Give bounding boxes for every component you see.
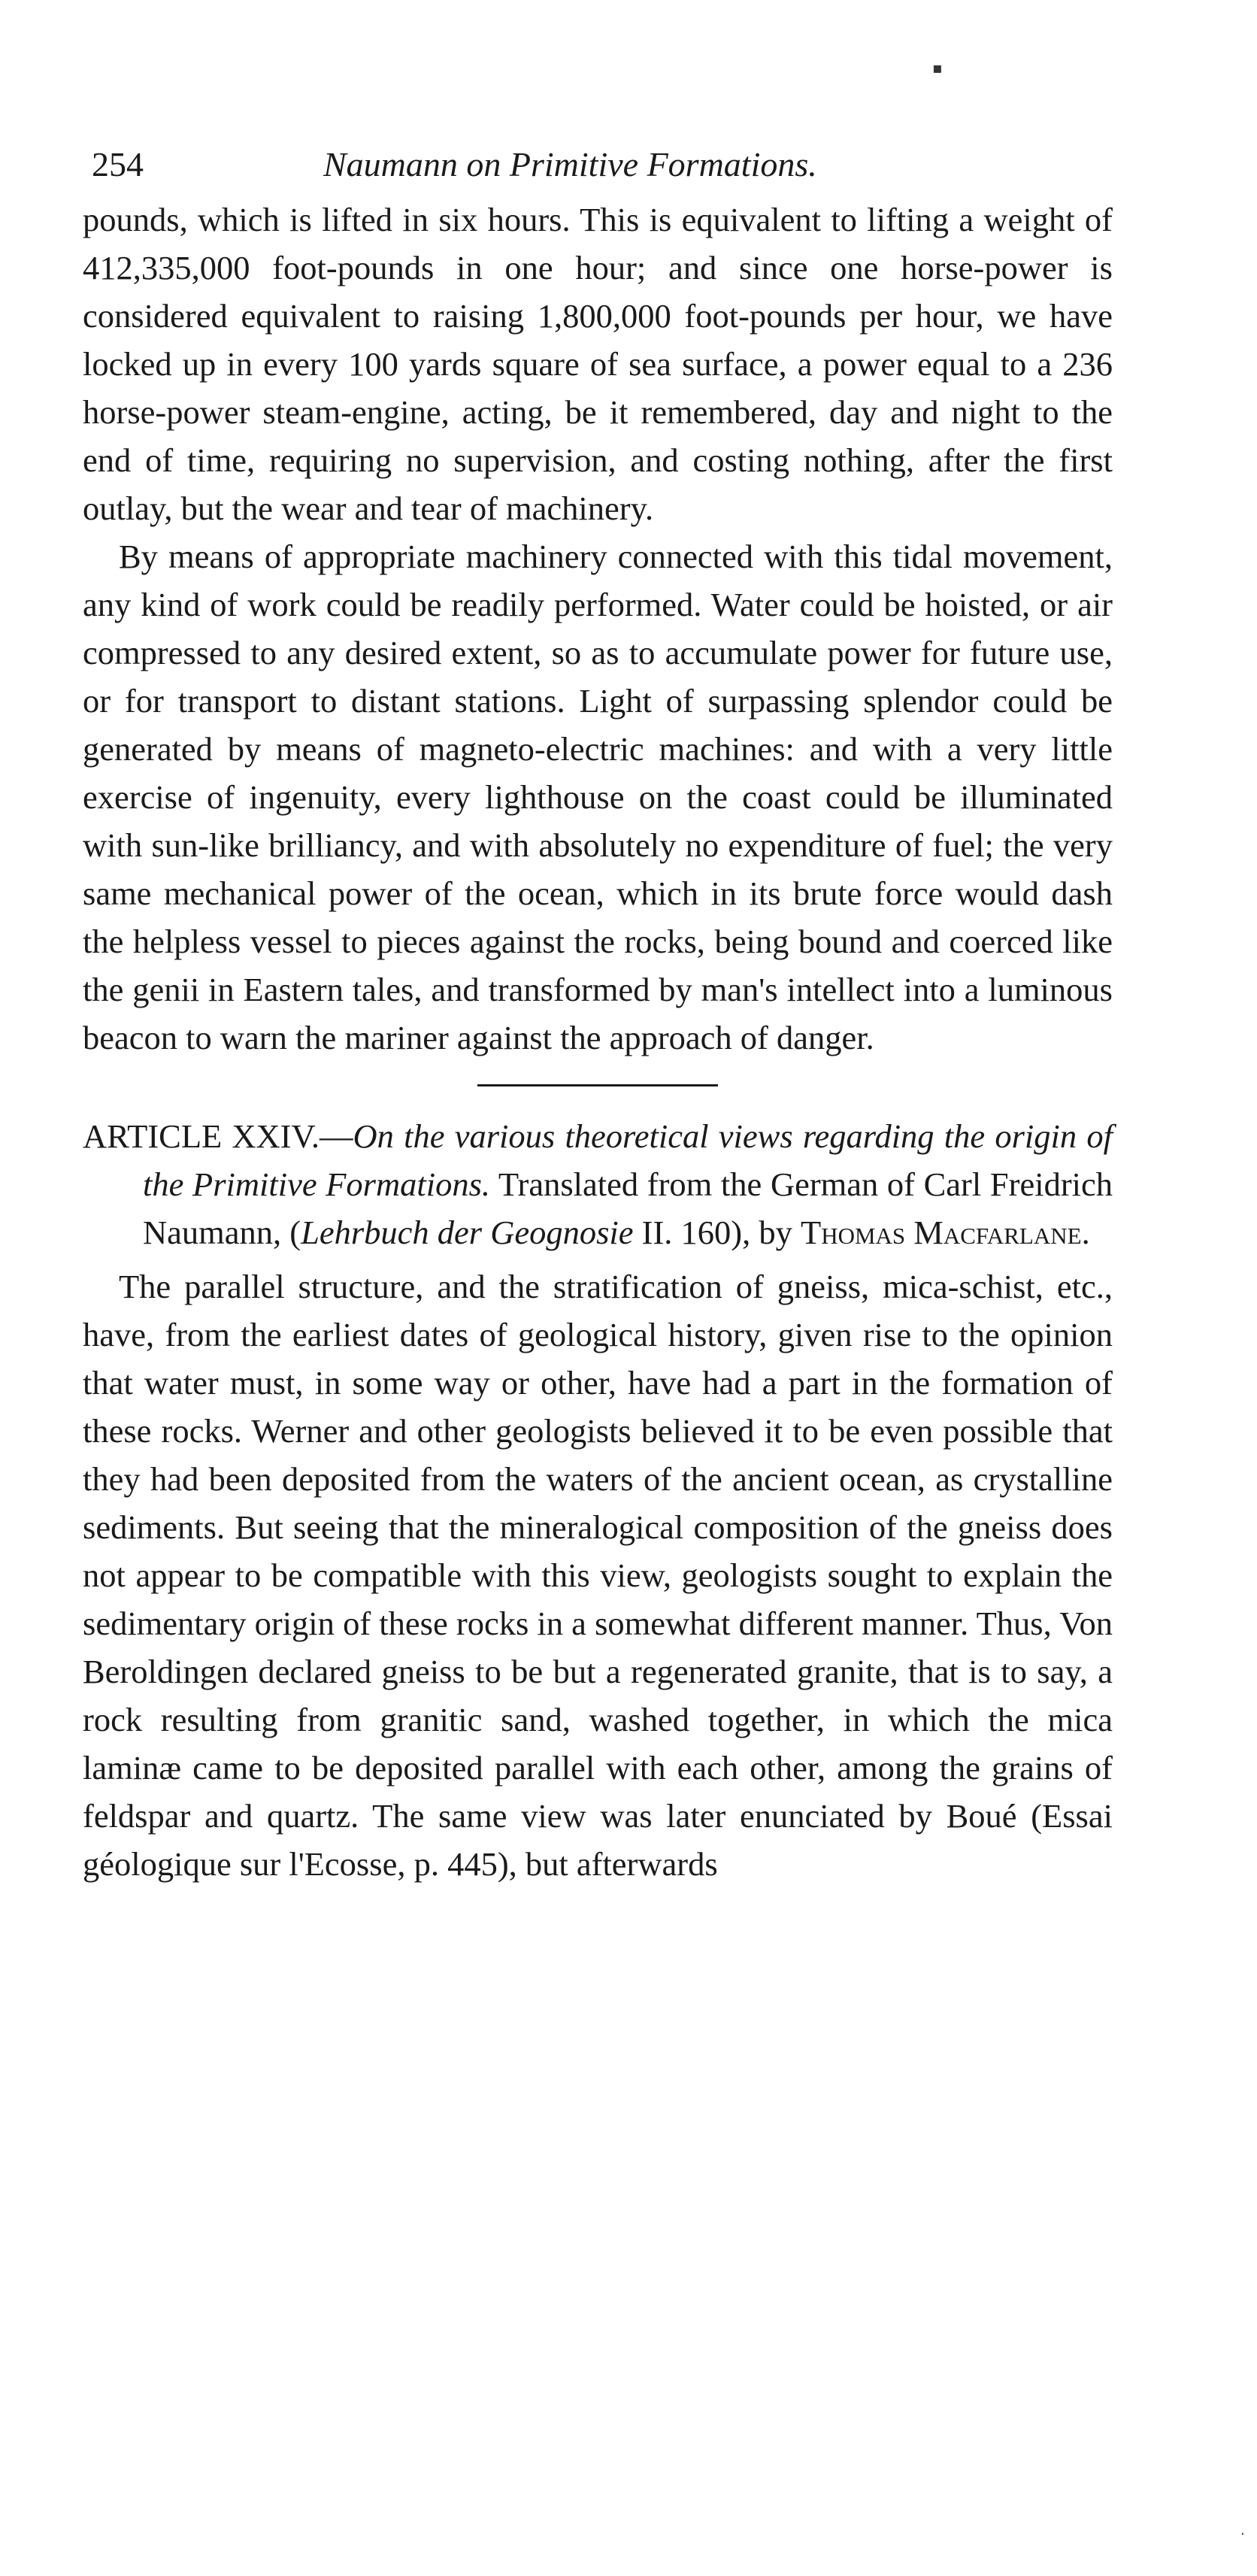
article-subject: On the various theoretical views regarding the origin of the Primitive Formations. bbox=[143, 1117, 1113, 1203]
article-label: ARTICLE XXIV.— bbox=[83, 1117, 353, 1155]
article-translator: Thomas Macfarlane bbox=[801, 1214, 1082, 1251]
article-end: . bbox=[1081, 1214, 1090, 1251]
paragraph-tidal-machinery: By means of appropriate machinery connected with this tidal movement, any kind of work could be readily performed. Water could be hoisted, or air compressed to any desired extent, so as to accumulate power for future use, or for transport to distant stations. Light of surpassing splendor could be generated by means of magneto-electric machines: and with a very little exercise of ingenuity, every lighthouse on the coast could be illuminated with sun-like brilliancy, and with absolutely no expenditure of fuel; the very same mechanical power of the ocean, which in its brute force would dash the helpless vessel to pieces against the rocks, being bound and coerced like the genii in Eastern tales, and transformed by man's intellect into a luminous beacon to warn the mariner against the approach of danger. bbox=[83, 538, 1113, 1056]
article-source-title: Lehrbuch der Geognosie bbox=[301, 1214, 634, 1251]
scan-mark-bottom: · bbox=[1240, 2526, 1245, 2542]
body-text-top bbox=[83, 195, 1113, 1062]
body-text-bottom bbox=[83, 1262, 1113, 1888]
section-divider bbox=[477, 1084, 718, 1086]
running-head bbox=[83, 135, 1113, 195]
article-heading bbox=[83, 1112, 1113, 1256]
page-number: 254 bbox=[92, 145, 144, 183]
scan-mark-top: ▪ bbox=[932, 59, 943, 77]
paragraph-continuation: pounds, which is lifted in six hours. This is equivalent to lifting a weight of 412,335,000 foot-pounds in one hour; and since one horse-power is considered equivalent to raising 1,800,000 foot-pounds per hour, we have locked up in every 100 yards square of sea surface, a power equal to a 236 horse-power steam-engine, acting, be it remembered, day and night to the end of time, requiring no supervision, and costing nothing, after the first outlay, but the wear and tear of machinery. bbox=[83, 201, 1113, 527]
running-title: Naumann on Primitive Formations. bbox=[323, 145, 817, 183]
article-source-ref: II. 160), by bbox=[633, 1214, 801, 1251]
paragraph-gneiss-origin: The parallel structure, and the stratification of gneiss, mica-schist, etc., have, from the earliest dates of geological history, given rise to the opinion that water must, in some way or other, have had a part in the formation of these rocks. Werner and other geologists believed it to be even possible that they had been deposited from the waters of the ancient ocean, as crystalline sediments. But seeing that the mineralogical composition of the gneiss does not appear to be compatible with this view, geologists sought to explain the sedimentary origin of these rocks in a somewhat different manner. Thus, Von Beroldingen declared gneiss to be but a regenerated granite, that is to say, a rock resulting from granitic sand, washed together, in which the mica laminæ came to be deposited parallel with each other, among the grains of feldspar and quartz. The same view was later enunciated by Boué (Essai géologique sur l'Ecosse, p. 445), but afterwards bbox=[83, 1268, 1113, 1883]
page bbox=[83, 135, 1113, 1888]
article-translated-from: Translated from the German of Carl Freidrich Naumann, ( bbox=[143, 1165, 1113, 1251]
